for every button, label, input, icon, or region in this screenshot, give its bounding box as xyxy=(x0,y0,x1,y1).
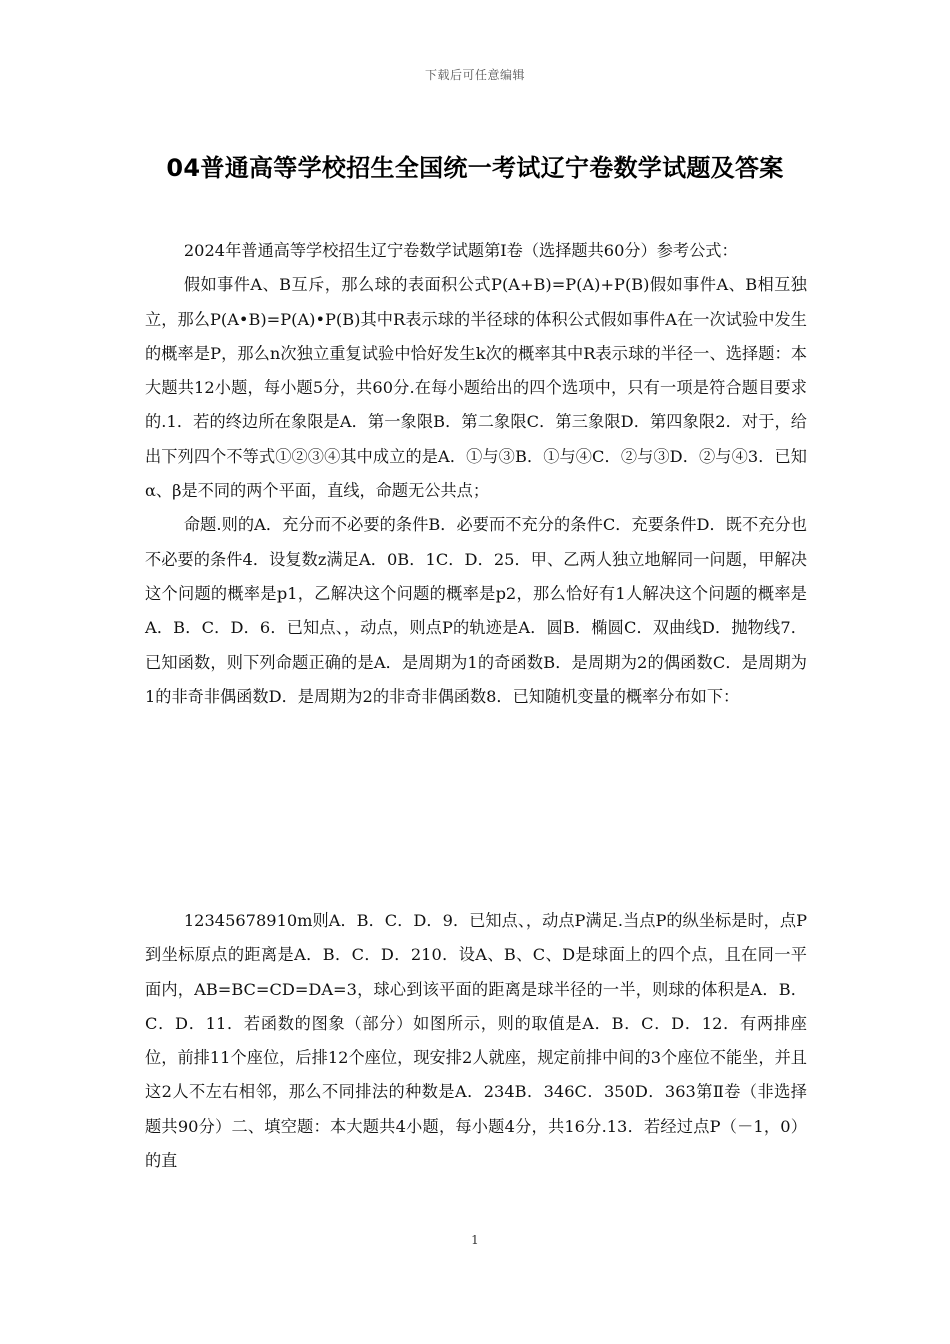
page-number: 1 xyxy=(471,1233,479,1247)
header-note: 下载后可任意编辑 xyxy=(424,68,525,82)
document-title: 04普通高等学校招生全国统一考试辽宁卷数学试题及答案 xyxy=(166,154,784,182)
body-text-block-2 xyxy=(145,904,807,1178)
paragraph-intro: 2024年普通高等学校招生辽宁卷数学试题第Ⅰ卷（选择题共60分）参考公式： xyxy=(183,241,738,260)
paragraph-questions-continued: 命题.则的A．充分而不必要的条件B．必要而不充分的条件C．充要条件D．既不充分也不必要的条件4．设复数z满足A．0B．1C．D．25．甲、乙两人独立地解同一问题，甲解决这个问题的概率是p1，乙解决这个问题的概率是p2，那么恰好有1人解决这个问题的概率是A．B．C．D．6．已知点、，动点，则点P的轨迹是A．圆B．椭圆C．双曲线D．抛物线7．已知函数，则下列命题正确的是A．是周期为1的奇函数B．是周期为2的偶函数C．是周期为1的非奇非偶函数D．是周期为2的非奇非偶函数8．已知随机变量的概率分布如下： xyxy=(145,515,807,706)
paragraph-questions-part-two: 12345678910m则A．B．C．D．9．已知点、，动点P满足.当点P的纵坐标是时，点P到坐标原点的距离是A．B．C．D．210．设A、B、C、D是球面上的四个点，且在同一平面内，AB=BC=CD=DA=3，球心到该平面的距离是球半径的一半，则球的体积是A．B．C．D．11．若函数的图象（部分）如图所示，则的取值是A．B．C．D．12．有两排座位，前排11个座位，后排12个座位，现安排2人就座，规定前排中间的3个座位不能坐，并且这2人不左右相邻，那么不同排法的种数是A．234B．346C．350D．363第Ⅱ卷（非选择题共90分）二、填空题：本大题共4小题，每小题4分，共16分.13．若经过点P（－1，0）的直 xyxy=(145,911,807,1171)
paragraph-formulas-and-questions: 假如事件A、B互斥，那么球的表面积公式P(A+B)=P(A)+P(B)假如事件A、B相互独立，那么P(A•B)=P(A)•P(B)其中R表示球的半径球的体积公式假如事件A在一次试验中发生的概率是P，那么n次独立重复试验中恰好发生k次的概率其中R表示球的半径一、选择题：本大题共12小题，每小题5分，共60分.在每小题给出的四个选项中，只有一项是符合题目要求的.1．若的终边所在象限是A．第一象限B．第二象限C．第三象限D．第四象限2．对于，给出下列四个不等式①②③④其中成立的是A．①与③B．①与④C．②与③D．②与④3．已知α、β是不同的两个平面，直线，命题无公共点； xyxy=(145,275,807,501)
body-text-block xyxy=(145,234,807,714)
